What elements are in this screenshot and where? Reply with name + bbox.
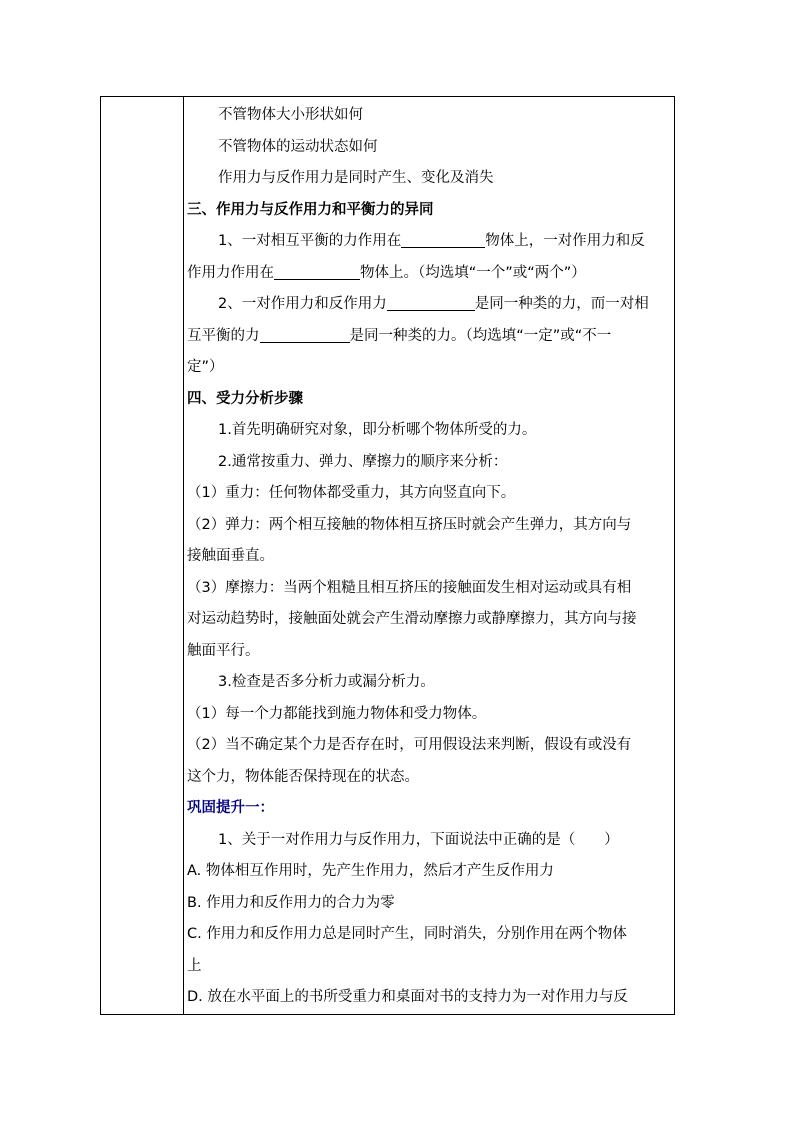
option-b: B. 作用力和反作用力的合力为零 xyxy=(187,894,395,911)
fill-blank xyxy=(387,294,475,311)
section-heading: 三、作用力与反作用力和平衡力的异同 xyxy=(187,201,434,218)
text-line: 不管物体的运动状态如何 xyxy=(218,138,378,155)
text-line: 接触面垂直。 xyxy=(187,548,274,564)
step-line: 2.通常按重力、弹力、摩擦力的顺序来分析： xyxy=(218,453,508,470)
question-line: 2、一对作用力和反作用力 是同一种类的力，而一对相 xyxy=(218,296,649,312)
step-line: 1.首先明确研究对象，即分析哪个物体所受的力。 xyxy=(218,422,537,438)
text-line: （2）弹力：两个相互接触的物体相互挤压时就会产生弹力，其方向与 xyxy=(187,516,632,533)
fill-blank xyxy=(260,326,350,343)
option-c: C. 作用力和反作用力总是同时产生，同时消失，分别作用在两个物体 xyxy=(187,926,627,942)
fill-blank xyxy=(274,263,360,280)
question-line: 1、一对相互平衡的力作用在 物体上，一对作用力和反 xyxy=(218,233,645,249)
option-d: D. 放在水平面上的书所受重力和桌面对书的支持力为一对作用力与反 xyxy=(187,989,628,1005)
left-column xyxy=(101,97,184,1015)
content xyxy=(184,97,674,1014)
practice-heading: 巩固提升一： xyxy=(187,800,274,816)
text-line: （1）每一个力都能找到施力物体和受力物体。 xyxy=(187,705,487,722)
step-line: 3.检查是否多分析力或漏分析力。 xyxy=(218,674,435,690)
text-line: （1）重力：任何物体都受重力，其方向竖直向下。 xyxy=(187,485,516,501)
text-line: 不管物体大小形状如何 xyxy=(218,107,363,123)
text-line: 这个力，物体能否保持现在的状态。 xyxy=(187,768,419,785)
text-line: 触面平行。 xyxy=(187,642,260,659)
option-a: A. 物体相互作用时，先产生作用力，然后才产生反作用力 xyxy=(187,863,554,879)
section-heading: 四、受力分析步骤 xyxy=(187,390,303,407)
text-line: （3）摩擦力：当两个粗糙且相互挤压的接触面发生相对运动或具有相 xyxy=(187,579,632,596)
fill-blank xyxy=(401,231,485,248)
option-c-cont: 上 xyxy=(187,957,202,974)
question-line: 互平衡的力 是同一种类的力。（均选填“一定”或“不一 xyxy=(187,327,612,344)
content-cell xyxy=(184,97,675,1015)
text-line: 作用力与反作用力是同时产生、变化及消失 xyxy=(218,170,494,186)
question-line: 作用力作用在 物体上。（均选填“一个”或“两个”） xyxy=(187,264,586,281)
text-line: （2）当不确定某个力是否存在时，可用假设法来判断，假设有或没有 xyxy=(187,737,632,753)
text-line: 定”） xyxy=(187,359,224,375)
text-line: 对运动趋势时，接触面处就会产生滑动摩擦力或静摩擦力，其方向与接 xyxy=(187,611,637,627)
layout-table xyxy=(100,96,675,1015)
exercise-question: 1、关于一对作用力与反作用力，下面说法中正确的是（ ） xyxy=(218,831,619,848)
